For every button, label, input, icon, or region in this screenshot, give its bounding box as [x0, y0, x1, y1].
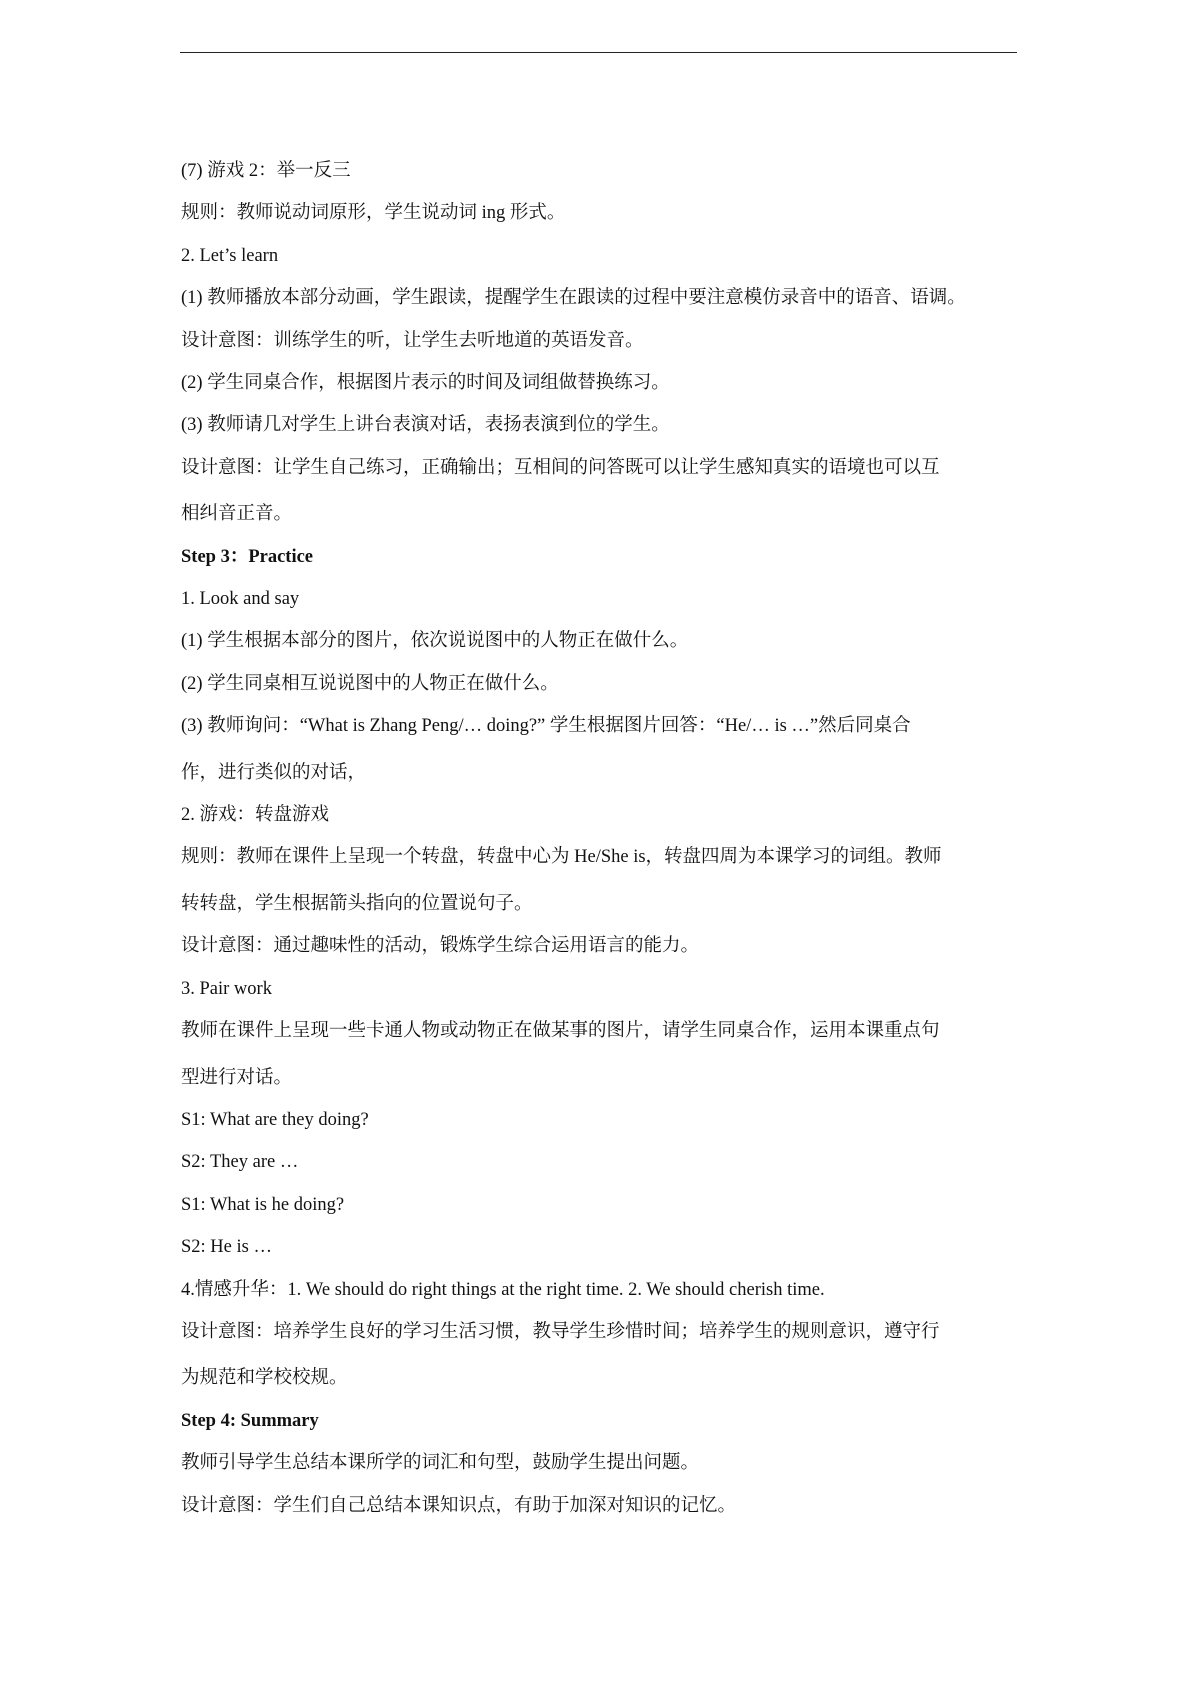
- spinner-game-rule-line-2: 转转盘，学生根据箭头指向的位置说句子。: [181, 893, 533, 914]
- look-say-step-2: (2) 学生同桌相互说说图中的人物正在做什么。: [181, 673, 559, 694]
- dialogue-line-2: S2: They are …: [181, 1152, 299, 1173]
- look-say-step-1: (1) 学生根据本部分的图片，依次说说图中的人物正在做什么。: [181, 631, 689, 652]
- pair-work-desc-line-1: 教师在课件上呈现一些卡通人物或动物正在做某事的图片，请学生同桌合作，运用本课重点句: [181, 1021, 940, 1042]
- design-intent-4-line-1: 设计意图：培养学生良好的学习生活习惯，教导学生珍惜时间；培养学生的规则意识，遵守行: [181, 1321, 940, 1342]
- design-intent-1: 设计意图：训练学生的听，让学生去听地道的英语发音。: [181, 330, 644, 351]
- game-2-heading: (7) 游戏 2：举一反三: [181, 161, 351, 181]
- design-intent-4-line-2: 为规范和学校校规。: [181, 1368, 348, 1389]
- dialogue-line-1: S1: What are they doing?: [181, 1110, 369, 1131]
- learn-step-1: (1) 教师播放本部分动画，学生跟读，提醒学生在跟读的过程中要注意模仿录音中的语音、语调。: [181, 288, 966, 309]
- step-3-heading: Step 3：Practice: [181, 546, 314, 567]
- learn-step-2: (2) 学生同桌合作，根据图片表示的时间及词组做替换练习。: [181, 372, 670, 393]
- design-intent-2-line-2: 相纠音正音。: [181, 504, 293, 525]
- pair-work-desc-line-2: 型进行对话。: [181, 1067, 293, 1088]
- summary-desc: 教师引导学生总结本课所学的词汇和句型，鼓励学生提出问题。: [181, 1453, 700, 1474]
- look-and-say-heading: 1. Look and say: [181, 589, 300, 610]
- dialogue-line-3: S1: What is he doing?: [181, 1194, 345, 1215]
- look-say-step-3-line-2: 作，进行类似的对话，: [181, 762, 367, 783]
- game-2-rule: 规则：教师说动词原形，学生说动词 ing 形式。: [181, 203, 566, 224]
- pair-work-heading: 3. Pair work: [181, 978, 272, 999]
- emotion-elevation: 4.情感升华：1. We should do right things at the right time. 2. We should cherish time.: [181, 1279, 825, 1300]
- lets-learn-heading: 2. Let’s learn: [181, 245, 279, 266]
- step-4-heading: Step 4: Summary: [181, 1410, 319, 1431]
- dialogue-line-4: S2: He is …: [181, 1237, 272, 1258]
- spinner-game-heading: 2. 游戏：转盘游戏: [181, 805, 330, 826]
- design-intent-5: 设计意图：学生们自己总结本课知识点，有助于加深对知识的记忆。: [181, 1495, 737, 1516]
- look-say-step-3-line-1: (3) 教师询问：“What is Zhang Peng/… doing?” 学生根据图片回答：“He/… is …”然后同桌合: [181, 716, 911, 737]
- spinner-game-rule-line-1: 规则：教师在课件上呈现一个转盘，转盘中心为 He/She is，转盘四周为本课学习的词组。教师: [181, 847, 942, 868]
- learn-step-3: (3) 教师请几对学生上讲台表演对话，表扬表演到位的学生。: [181, 415, 670, 436]
- document-body: [181, 156, 1031, 1521]
- design-intent-3: 设计意图：通过趣味性的活动，锻炼学生综合运用语言的能力。: [181, 936, 700, 957]
- header-rule: [180, 52, 1017, 53]
- design-intent-2-line-1: 设计意图：让学生自己练习，正确输出；互相间的问答既可以让学生感知真实的语境也可以互: [181, 457, 940, 478]
